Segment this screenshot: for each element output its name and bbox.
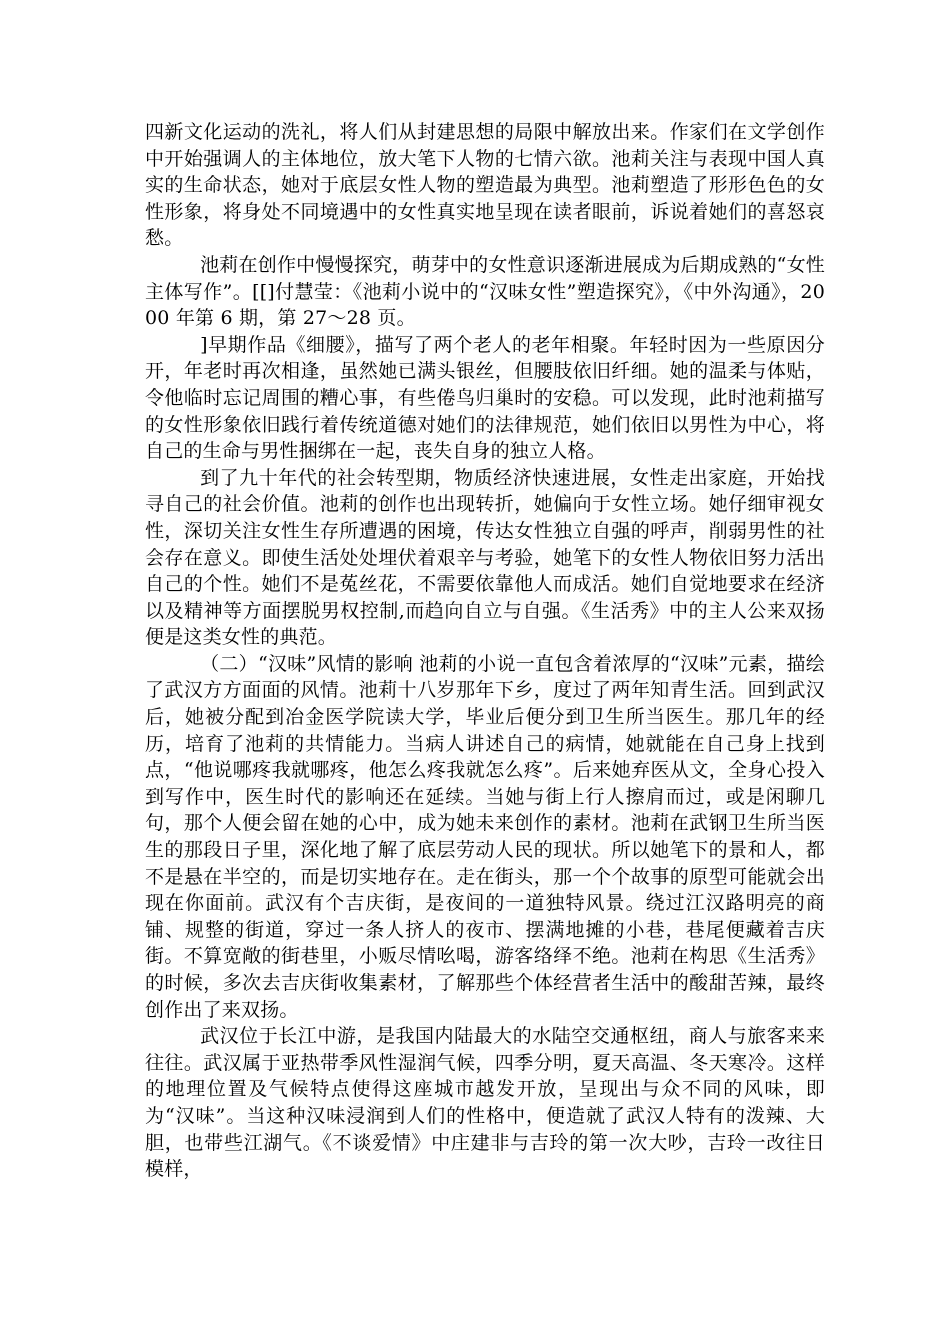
paragraph-6: 武汉位于长江中游，是我国内陆最大的水陆空交通枢纽，商人与旅客来来往往。武汉属于亚热带季风性湿润气候，四季分明，夏天高温、冬天寒冷。这样的地理位置及气候特点使得这座城市越发开放，呈现出与众不同的风味，即为“汉味”。当这种汉味浸润到人们的性格中，便造就了武汉人特有的泼辣、大胆，也带些江湖气。《不谈爱情》中庄建非与吉玲的第一次大吵，吉玲一改往日模样， xyxy=(145,1025,825,1181)
body-text xyxy=(145,119,825,1183)
paragraph-2: 池莉在创作中慢慢探究，萌芽中的女性意识逐渐进展成为后期成熟的“女性主体写作”。[[]付慧莹：《池莉小说中的“汉味女性”塑造探究》，《中外沟通》，2000 年第 6 期，第 27～28 页。 xyxy=(145,253,825,330)
paragraph-1: 四新文化运动的洗礼，将人们从封建思想的局限中解放出来。作家们在文学创作中开始强调人的主体地位，放大笔下人物的七情六欲。池莉关注与表现中国人真实的生命状态，她对于底层女性人物的塑造最为典型。池莉塑造了形形色色的女性形象，将身处不同境遇中的女性真实地呈现在读者眼前，诉说着她们的喜怒哀愁。 xyxy=(145,121,825,250)
paragraph-3: ]早期作品《细腰》，描写了两个老人的老年相聚。年轻时因为一些原因分开，年老时再次相逢，虽然她已满头银丝，但腰肢依旧纤细。她的温柔与体贴，令他临时忘记周围的糟心事，有些倦鸟归巢时的安稳。可以发现，此时池莉描写的女性形象依旧践行着传统道德对她们的法律规范，她们依旧以男性为中心，将自己的生命与男性捆绑在一起，丧失自身的独立人格。 xyxy=(145,333,825,463)
paragraph-5: （二）“汉味”风情的影响 池莉的小说一直包含着浓厚的“汉味”元素，描绘了武汉方方面面的风情。池莉十八岁那年下乡，度过了两年知青生活。回到武汉后，她被分配到冶金医学院读大学，毕业后便分到卫生所当医生。那几年的经历，培育了池莉的共情能力。当病人讲述自己的病情，她就能在自己身上找到点，“他说哪疼我就哪疼，他怎么疼我就怎么疼”。后来她弃医从文，全身心投入到写作中，医生时代的影响还在延续。当她与街上行人擦肩而过，或是闲聊几句，那个人便会留在她的心中，成为她未来创作的素材。池莉在武钢卫生所当医生的那段日子里，深化地了解了底层劳动人民的现状。所以她笔下的景和人，都不是悬在半空的，而是切实地存在。走在街头，那一个个故事的原型可能就会出现在你面前。武汉有个吉庆街，是夜间的一道独特风景。绕过江汉路明亮的商铺、规整的街道，穿过一条人挤人的夜市、摆满地摊的小巷，巷尾便藏着吉庆街。不算宽敞的街巷里，小贩尽情吆喝，游客络绎不绝。池莉在构思《生活秀》的时候，多次去吉庆街收集素材，了解那些个体经营者生活中的酸甜苦辣，最终创作出了来双扬。 xyxy=(145,652,825,1021)
paragraph-4: 到了九十年代的社会转型期，物质经济快速进展，女性走出家庭，开始找寻自己的社会价值。池莉的创作也出现转折，她偏向于女性立场。她仔细审视女性，深切关注女性生存所遭遇的困境，传达女性独立自强的呼声，削弱男性的社会存在意义。即使生活处处埋伏着艰辛与考验，她笔下的女性人物依旧努力活出自己的个性。她们不是菟丝花，不需要依靠他人而成活。她们自觉地要求在经济以及精神等方面摆脱男权控制,而趋向自立与自强。《生活秀》中的主人公来双扬便是这类女性的典范。 xyxy=(145,466,825,649)
